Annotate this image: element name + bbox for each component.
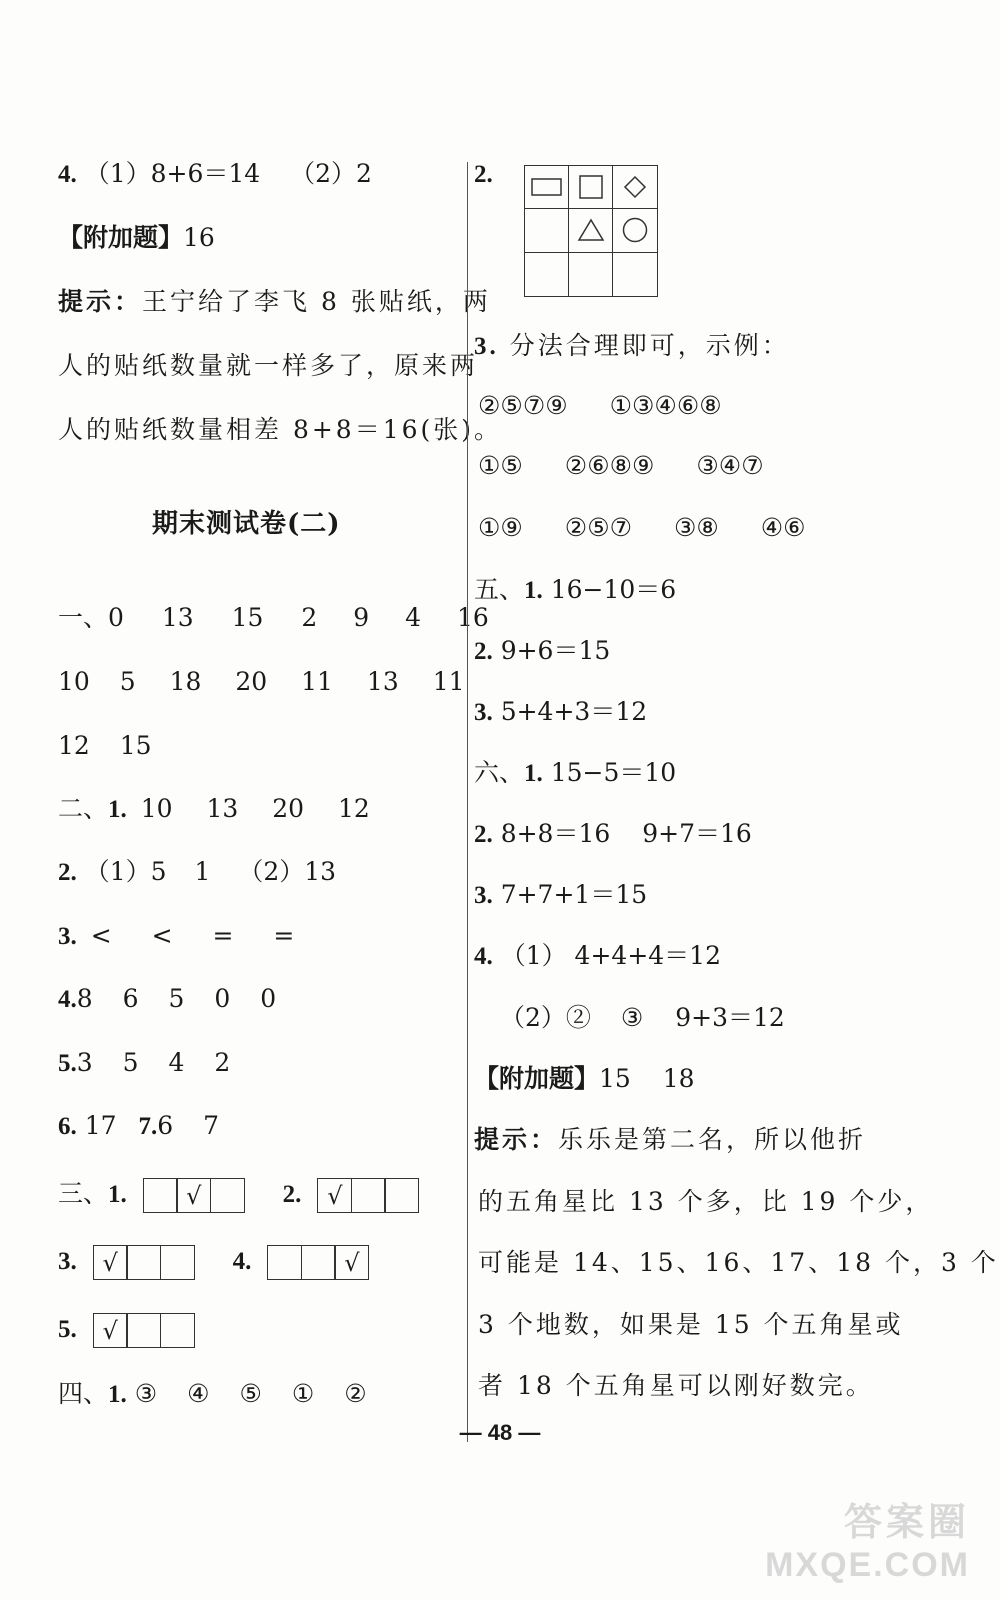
answer: 9+3＝12 [675,1003,785,1032]
sec6-q1 [474,757,676,790]
answer: 7 [203,1111,219,1140]
watermark-line-1: 答案圈 [843,1502,970,1544]
sec4-label: 四、 [58,1379,109,1408]
grid-cell [525,209,569,252]
answer: 10 [58,667,90,696]
checkbox-group [267,1245,369,1280]
answer: 15 [231,603,264,632]
sec2-q4 [58,983,276,1016]
q-num: 6. [58,1113,77,1140]
answer: 20 [272,794,305,823]
answer: 16 [456,603,489,632]
group: ②⑤⑦⑨ [478,391,568,420]
sec5-q3 [474,696,647,729]
sec3-row1 [58,1178,419,1213]
right-q3 [474,330,790,363]
answer: 15−5＝10 [550,758,677,787]
bonus-label: 【附加题】 [474,1066,600,1093]
answer: 20 [235,667,268,696]
q-num: 4. [58,161,77,188]
watermark [765,1491,970,1585]
question-text: 分法合理即可，示例： [509,331,790,360]
sec6-label: 六、 [474,758,525,787]
grid-cell [569,253,613,296]
q-num: 1. [524,760,543,787]
bonus-question-left [58,222,215,255]
bonus-question-right [474,1063,695,1096]
answer-box [126,1313,161,1348]
group: ①⑤ [478,451,523,480]
answer-box [160,1245,195,1280]
grouping-row-1 [478,390,722,422]
answer: ④ [187,1379,210,1408]
checked-box: √ [93,1313,128,1348]
q-num: 1. [108,796,127,823]
sec6-q4-part2 [500,1002,785,1034]
triangle-icon [577,218,605,242]
answer-box [143,1178,178,1213]
answer: 18 [169,667,202,696]
grid-cell [613,166,657,209]
checked-box: √ [334,1245,369,1280]
shape-grid [524,165,658,297]
answer: 0 [108,603,124,632]
grouping-row-3 [478,512,806,544]
answer: 6 [157,1111,174,1140]
answer: 8 [76,984,93,1013]
hint2-line-2: 的五角星比 13 个多，比 19 个少， [478,1187,934,1216]
sec1-label: 一、 [58,603,109,632]
q-num: 2. [58,859,77,886]
group: ②⑥⑧⑨ [564,451,655,480]
sec1-row1 [58,602,489,634]
sec4-q1 [58,1378,367,1411]
right-q2-num [474,158,493,191]
group: ②⑤⑦ [564,513,633,542]
answer: 8+8＝16 [500,819,611,848]
answer: ⑤ [239,1379,262,1408]
checked-box: √ [176,1178,211,1213]
group: ③④⑦ [696,451,764,480]
sec2-q6-q7 [58,1110,219,1143]
answer: ① [291,1379,315,1408]
sec2-q2 [58,856,336,889]
sec2-label: 二、 [58,794,109,823]
answer: 1 [194,857,211,886]
hint-text: 王宁给了李飞 8 张贴纸，两 [142,287,491,316]
answer: 11 [301,667,333,696]
diamond-icon [623,175,647,199]
sec1-row3 [58,730,152,762]
q-num: 3. [58,1248,77,1275]
q-num: 7. [138,1113,158,1140]
answer: 7+7+1＝15 [500,880,648,909]
checkbox-group [143,1178,245,1213]
answer: 13 [206,794,239,823]
column-divider [467,162,468,1442]
answer: < [90,921,112,950]
q-num: 3. [474,699,493,726]
circle-icon [621,216,649,244]
grouping-row-2 [478,450,764,482]
answer: 12 [338,794,370,823]
checkbox-group [93,1313,195,1348]
q-num: 4. [232,1248,252,1275]
answer: 5 [119,667,136,696]
rectangle-icon [531,177,563,197]
answer: 4 [168,1048,185,1077]
sec1-row2 [58,666,465,698]
watermark-line-2: MXQE.COM [765,1546,970,1584]
answer: 10 [140,794,173,823]
sec3-row3 [58,1313,195,1348]
group: ①⑨ [478,513,523,542]
q-num: 2. [474,638,493,665]
sec5-q2 [474,635,610,668]
q-num: 1. [108,1181,127,1208]
answer-box [210,1178,245,1213]
q-num: 2. [474,821,493,848]
q-num: 1. [524,577,543,604]
q-num: 3. [58,923,77,950]
q-num: 1. [108,1381,127,1408]
q-num: 4. [58,986,77,1013]
bonus-label: 【附加题】 [58,225,184,252]
answer: 4 [405,603,422,632]
grid-cell [613,209,657,252]
hint-line-3: 人的贴纸数量相差 8+8＝16(张)。 [58,415,503,444]
answer: 9+6＝15 [500,636,611,665]
group: ①③④⑥⑧ [609,391,722,420]
answer-part2: （2）2 [290,159,372,188]
bonus-answer: 15 [599,1064,631,1093]
checked-box: √ [317,1178,352,1213]
answer: = [212,921,234,950]
group: ④⑥ [760,513,806,542]
answer-part1: （1）8+6＝14 [84,159,261,188]
answer: （2）13 [238,857,337,886]
bonus-answer: 18 [662,1064,695,1093]
answer: 11 [432,667,465,696]
hint2-line-5: 者 18 个五角星可以刚好数完。 [478,1371,874,1400]
answer: 6 [122,984,139,1013]
answer-box [160,1313,195,1348]
answer: 2 [214,1048,231,1077]
page-number: — 48 — [459,1420,541,1445]
answer: = [273,921,295,950]
hint2-line-3: 可能是 14、15、16、17、18 个，3 个 [478,1248,999,1277]
answer: 2 [301,603,318,632]
hint-label: 提示： [58,289,143,316]
answer: 9 [353,603,370,632]
answer: ③ [134,1379,158,1408]
q-num: 5. [58,1316,77,1343]
answer: 15 [119,731,152,760]
square-icon [578,174,604,200]
sec2-q1 [58,793,370,826]
answer-box [267,1245,302,1280]
sec3-label: 三、 [58,1179,109,1208]
answer-box [126,1245,161,1280]
answer: < [151,921,173,950]
sec5-label: 五、 [474,575,525,604]
answer-box [301,1245,336,1280]
q-num: 2. [282,1181,302,1208]
answer: 0 [214,984,231,1013]
answer-box [351,1178,386,1213]
hint-text: 乐乐是第二名，所以他折 [558,1125,867,1154]
answer: 3 [76,1048,93,1077]
sec6-q4-part1 [474,940,721,973]
answer: （1）5 [84,857,167,886]
sec2-q3 [58,920,294,953]
answer: ② [344,1379,367,1408]
section-title: 期末测试卷(二) [152,509,341,539]
group: ③⑧ [673,513,719,542]
answer: 16−10＝6 [550,575,677,604]
answer: 9+7＝16 [642,819,752,848]
checkbox-group [317,1178,419,1213]
q-num: 3. [474,882,493,909]
grid-cell [525,253,569,296]
answer: 5 [168,984,185,1013]
answer: 0 [260,984,277,1013]
grid-cell [613,253,657,296]
sec3-row2 [58,1245,369,1280]
answer: （1） 4+4+4＝12 [500,941,721,970]
left-q4 [58,158,372,191]
hint-line-1 [58,286,491,319]
q-num: 4. [474,943,493,970]
q-num: 5. [58,1050,77,1077]
hint2-line-4: 3 个地数，如果是 15 个五角星或 [478,1310,904,1339]
answer: 13 [161,603,194,632]
checkbox-group [93,1245,195,1280]
q-num: 3. [474,333,499,360]
q-num: 2. [474,161,493,188]
answer: ③ [620,1003,644,1032]
hint-line-2: 人的贴纸数量就一样多了，原来两 [58,351,479,380]
answer: 5 [122,1048,139,1077]
grid-cell [569,209,613,252]
answer: 17 [84,1111,117,1140]
sec6-q3 [474,879,647,912]
bonus-answer: 16 [183,223,215,252]
hint-label: 提示： [474,1127,559,1154]
answer: 5+4+3＝12 [500,697,648,726]
sec6-q2 [474,818,752,851]
answer-box [384,1178,419,1213]
sec5-q1 [474,574,676,607]
grid-cell [525,166,569,209]
hint2-line-1 [474,1124,866,1157]
sec2-q5 [58,1047,230,1080]
checked-box: √ [93,1245,128,1280]
grid-cell [569,166,613,209]
answer: （2）② [500,1003,591,1032]
answer: 12 [58,731,90,760]
answer: 13 [366,667,399,696]
